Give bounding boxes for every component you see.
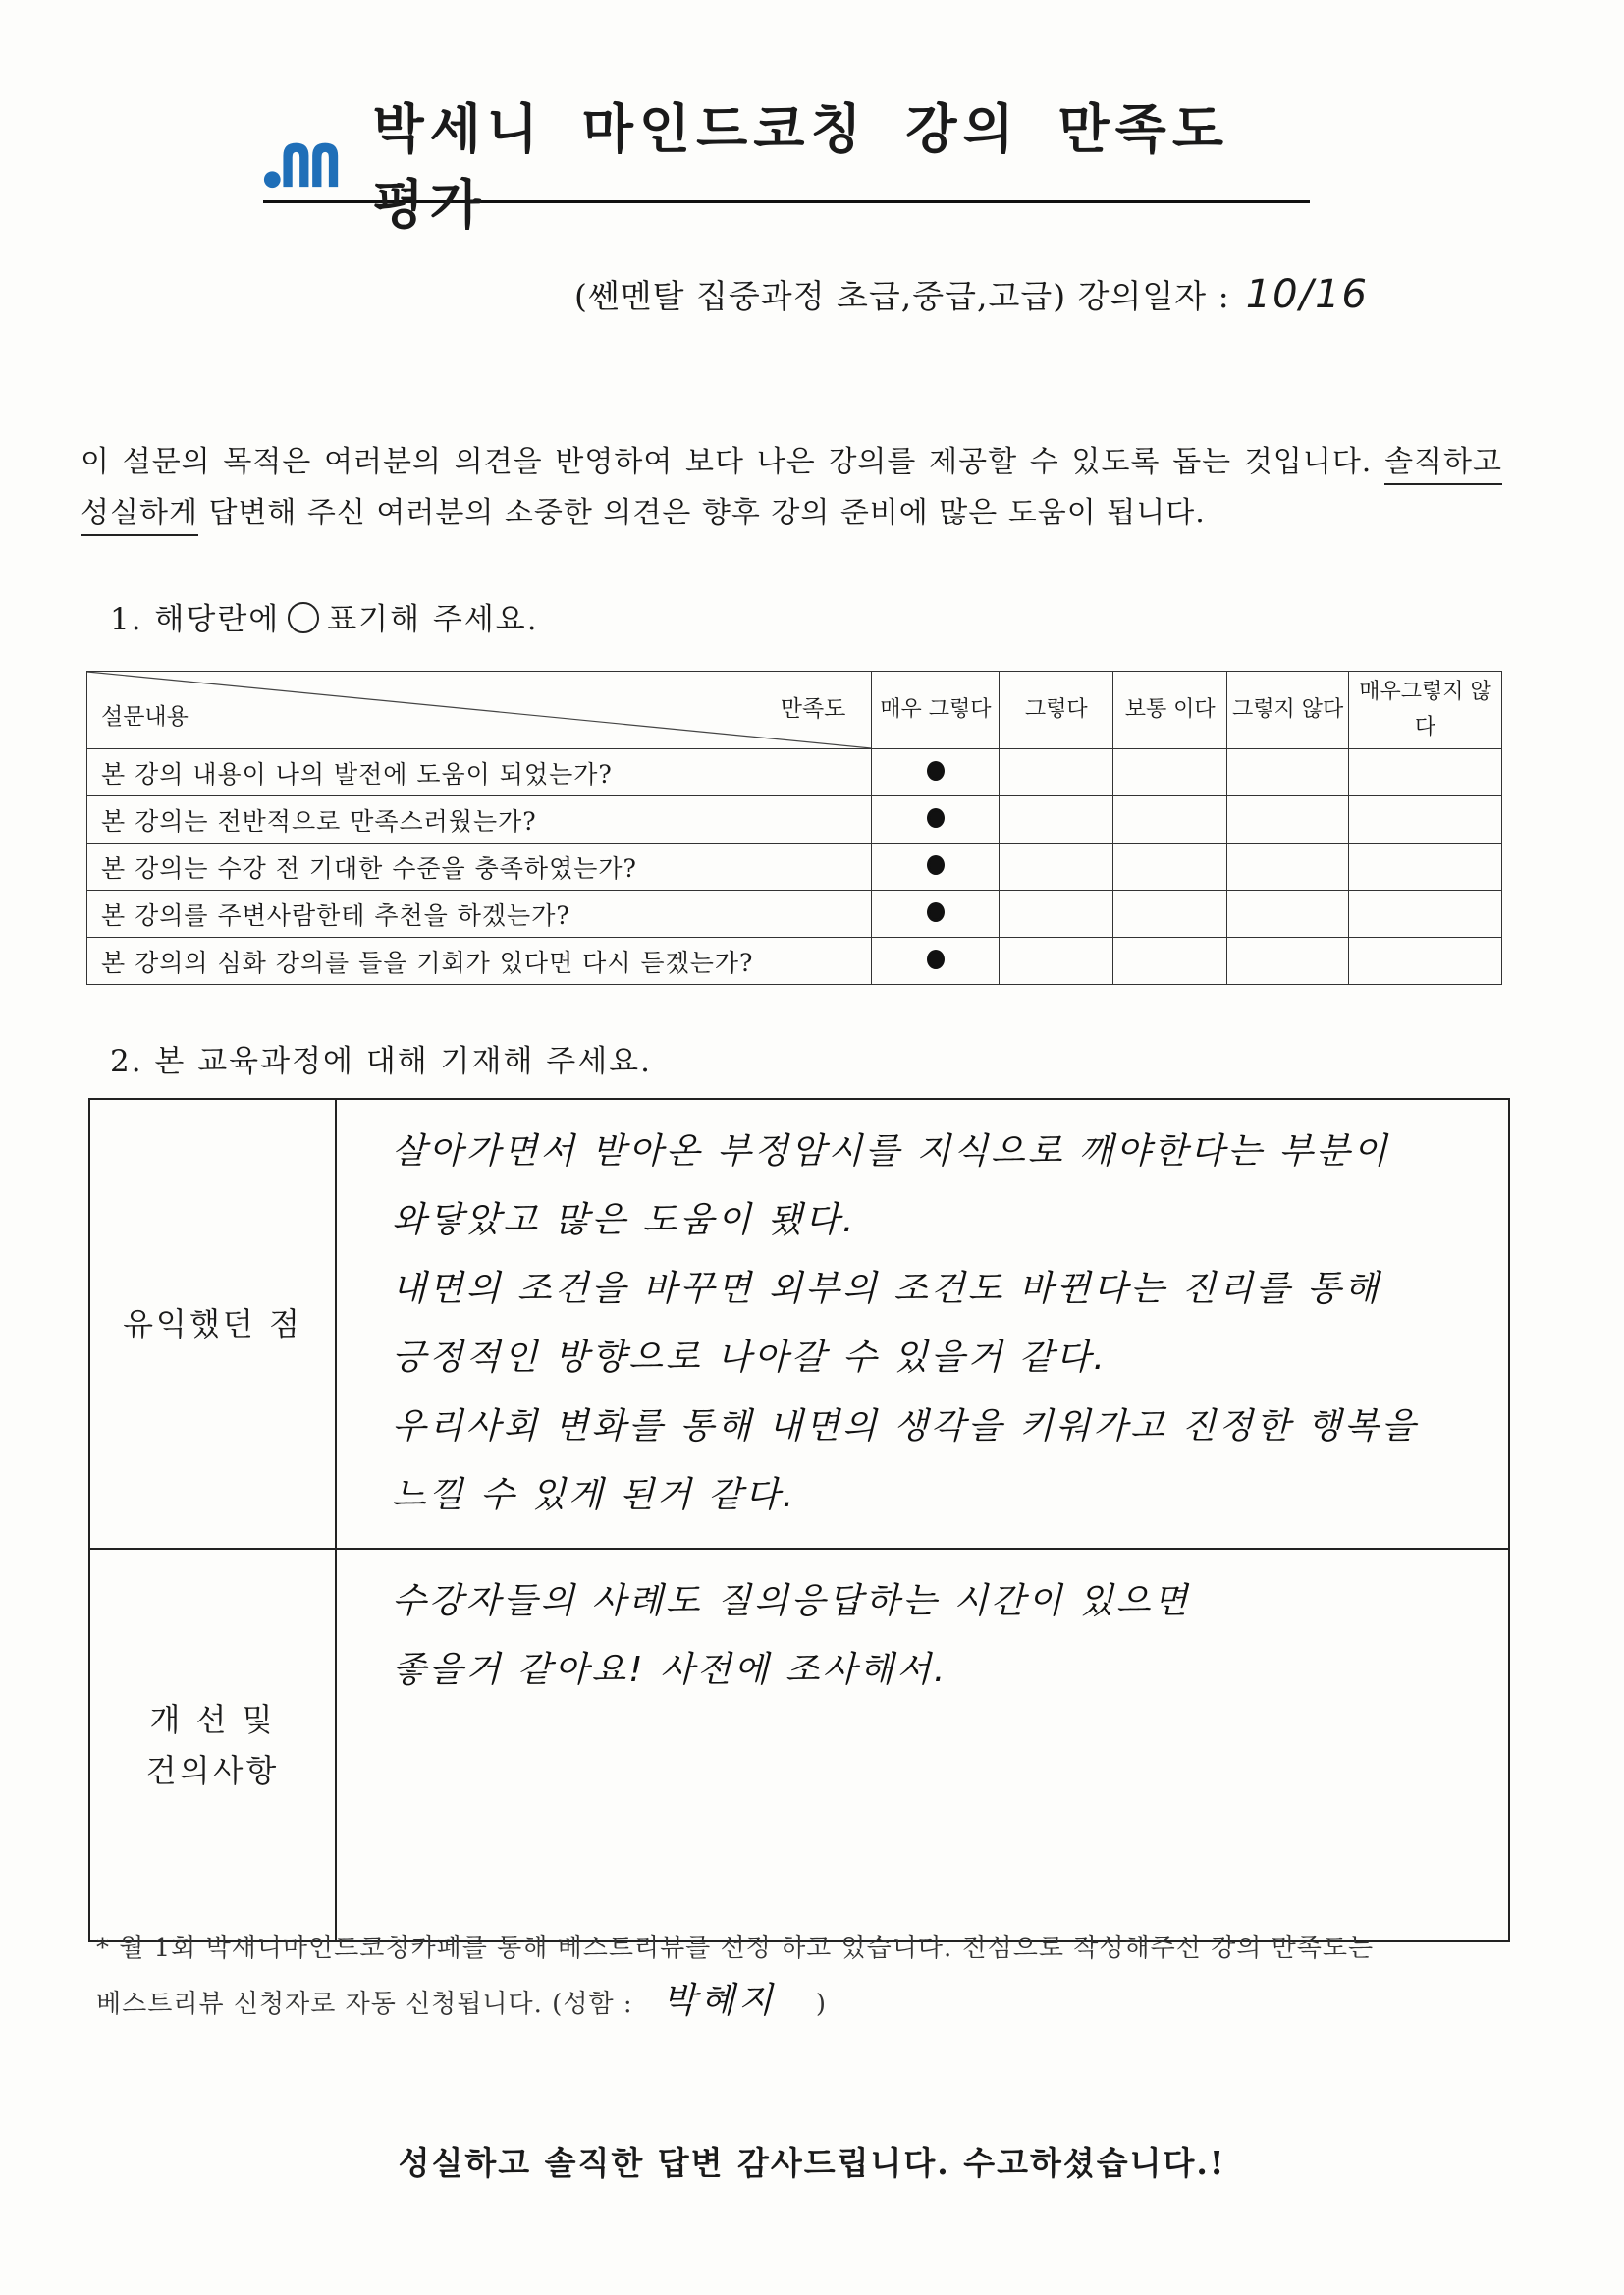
rating-option-cell[interactable] xyxy=(1349,796,1502,844)
rating-option-cell[interactable] xyxy=(1113,796,1227,844)
column-header: 매우 그렇다 xyxy=(872,672,1000,749)
section-1-label-b: 표기해 주세요. xyxy=(327,602,539,637)
useful-label: 유익했던 점 xyxy=(89,1099,336,1549)
rating-row xyxy=(87,891,1502,938)
rating-header-corner xyxy=(87,672,872,749)
brand-logo-icon xyxy=(263,134,347,192)
column-header: 보통 이다 xyxy=(1113,672,1227,749)
improvement-label-line-2: 건의사항 xyxy=(145,1752,280,1789)
rating-option-cell[interactable] xyxy=(1000,891,1113,938)
rating-row xyxy=(87,938,1502,985)
rating-question: 본 강의를 주변사람한테 추천을 하겠는가? xyxy=(87,891,872,938)
rating-option-cell[interactable] xyxy=(1349,844,1502,891)
rating-option-cell[interactable] xyxy=(1113,844,1227,891)
footnote-line-2 xyxy=(96,1975,1510,2031)
improvement-answer[interactable] xyxy=(336,1549,1509,1941)
rating-option-cell[interactable] xyxy=(1000,796,1113,844)
footnote xyxy=(96,1922,1510,2031)
footnote-line-1: * 월 1회 박새니마인드코칭카페를 통해 베스트리뷰를 선정 하고 있습니다. 진심으로 작성해주신 강의 만족도는 xyxy=(96,1934,1375,1963)
rating-option-cell[interactable] xyxy=(1227,844,1349,891)
handwritten-line: 긍정적인 방향으로 나아갈 수 있을거 같다. xyxy=(392,1338,1108,1378)
selected-mark-icon xyxy=(927,855,945,875)
rating-question: 본 강의는 수강 전 기대한 수준을 충족하였는가? xyxy=(87,844,872,891)
handwritten-line: 좋을거 같아요! 사전에 조사해서. xyxy=(392,1650,948,1690)
rating-option-cell[interactable] xyxy=(872,891,1000,938)
rating-option-cell[interactable] xyxy=(1349,938,1502,985)
rating-option-cell[interactable] xyxy=(1000,938,1113,985)
closing-message: 성실하고 솔직한 답변 감사드립니다. 수고하셨습니다.! xyxy=(398,2144,1226,2182)
column-header: 그렇지 않다 xyxy=(1227,672,1349,749)
rating-option-cell[interactable] xyxy=(872,844,1000,891)
intro-text-b: 답변해 주신 여러분의 소중한 의견은 향후 강의 준비에 많은 도움이 됩니다. xyxy=(197,496,1206,530)
intro-text-a: 이 설문의 목적은 여러분의 의견을 반영하여 보다 나은 강의를 제공할 수 있도록 돕는 것입니다. xyxy=(81,445,1385,479)
handwritten-line: 수강자들의 사례도 질의응답하는 시간이 있으면 xyxy=(392,1581,1191,1621)
rating-option-cell[interactable] xyxy=(1113,938,1227,985)
intro-underlined: 솔직하고 성실하게 xyxy=(81,445,1502,536)
rating-question: 본 강의의 심화 강의를 들을 기회가 있다면 다시 듣겠는가? xyxy=(87,938,872,985)
rating-option-cell[interactable] xyxy=(1227,796,1349,844)
rating-question: 본 강의는 전반적으로 만족스러웠는가? xyxy=(87,796,872,844)
useful-answer[interactable] xyxy=(336,1099,1509,1549)
comments-table xyxy=(88,1098,1510,1942)
selected-mark-icon xyxy=(927,950,945,969)
column-header: 그렇다 xyxy=(1000,672,1113,749)
rating-option-cell[interactable] xyxy=(1113,749,1227,796)
rating-option-cell[interactable] xyxy=(1349,749,1502,796)
intro-paragraph xyxy=(81,437,1502,539)
rating-option-cell[interactable] xyxy=(872,938,1000,985)
header-scale-label: 만족도 xyxy=(780,696,846,722)
handwritten-line: 내면의 조건을 바꾸면 외부의 조건도 바뀐다는 진리를 통해 xyxy=(392,1269,1381,1309)
course-info xyxy=(574,271,1369,317)
rating-option-cell[interactable] xyxy=(872,749,1000,796)
section-2-heading: 2. 본 교육과정에 대해 기재해 주세요. xyxy=(110,1044,652,1079)
header-question-label: 설문내용 xyxy=(101,704,189,730)
respondent-name[interactable]: 박혜지 xyxy=(662,1981,777,2021)
improvement-label-line-1: 개 선 및 xyxy=(149,1701,276,1738)
handwritten-line: 느낄 수 있게 된거 같다. xyxy=(392,1475,797,1515)
selected-mark-icon xyxy=(927,902,945,922)
rating-row xyxy=(87,796,1502,844)
lecture-date[interactable]: 10/16 xyxy=(1245,272,1370,317)
rating-row xyxy=(87,844,1502,891)
rating-option-cell[interactable] xyxy=(1227,749,1349,796)
rating-option-cell[interactable] xyxy=(1000,844,1113,891)
handwritten-line: 살아가면서 받아온 부정암시를 지식으로 깨야한다는 부분이 xyxy=(392,1131,1390,1172)
selected-mark-icon xyxy=(927,808,945,828)
course-label: (쎈멘탈 집중과정 초급,중급,고급) 강의일자 : xyxy=(574,277,1230,315)
column-header: 매우그렇지 않다 xyxy=(1349,672,1502,749)
improvement-label xyxy=(89,1549,336,1941)
name-prompt: 베스트리뷰 신청자로 자동 신청됩니다. (성함 : xyxy=(96,1990,633,2019)
circle-symbol-icon xyxy=(288,602,319,633)
selected-mark-icon xyxy=(927,761,945,781)
page-title: 박세니 마인드코칭 강의 만족도 평가 xyxy=(372,97,1229,236)
rating-option-cell[interactable] xyxy=(1113,891,1227,938)
rating-option-cell[interactable] xyxy=(1227,891,1349,938)
rating-option-cell[interactable] xyxy=(872,796,1000,844)
section-1-label-a: 1. 해당란에 xyxy=(110,602,281,637)
handwritten-line: 와닿았고 많은 도움이 됐다. xyxy=(392,1200,857,1240)
name-close-paren: ) xyxy=(815,1990,828,2019)
rating-row xyxy=(87,749,1502,796)
rating-option-cell[interactable] xyxy=(1349,891,1502,938)
rating-table xyxy=(86,671,1502,985)
section-1-heading xyxy=(110,594,539,638)
handwritten-line: 우리사회 변화를 통해 내면의 생각을 키워가고 진정한 행복을 xyxy=(392,1406,1419,1447)
rating-option-cell[interactable] xyxy=(1227,938,1349,985)
rating-option-cell[interactable] xyxy=(1000,749,1113,796)
rating-question: 본 강의 내용이 나의 발전에 도움이 되었는가? xyxy=(87,749,872,796)
title-row xyxy=(263,97,1310,236)
